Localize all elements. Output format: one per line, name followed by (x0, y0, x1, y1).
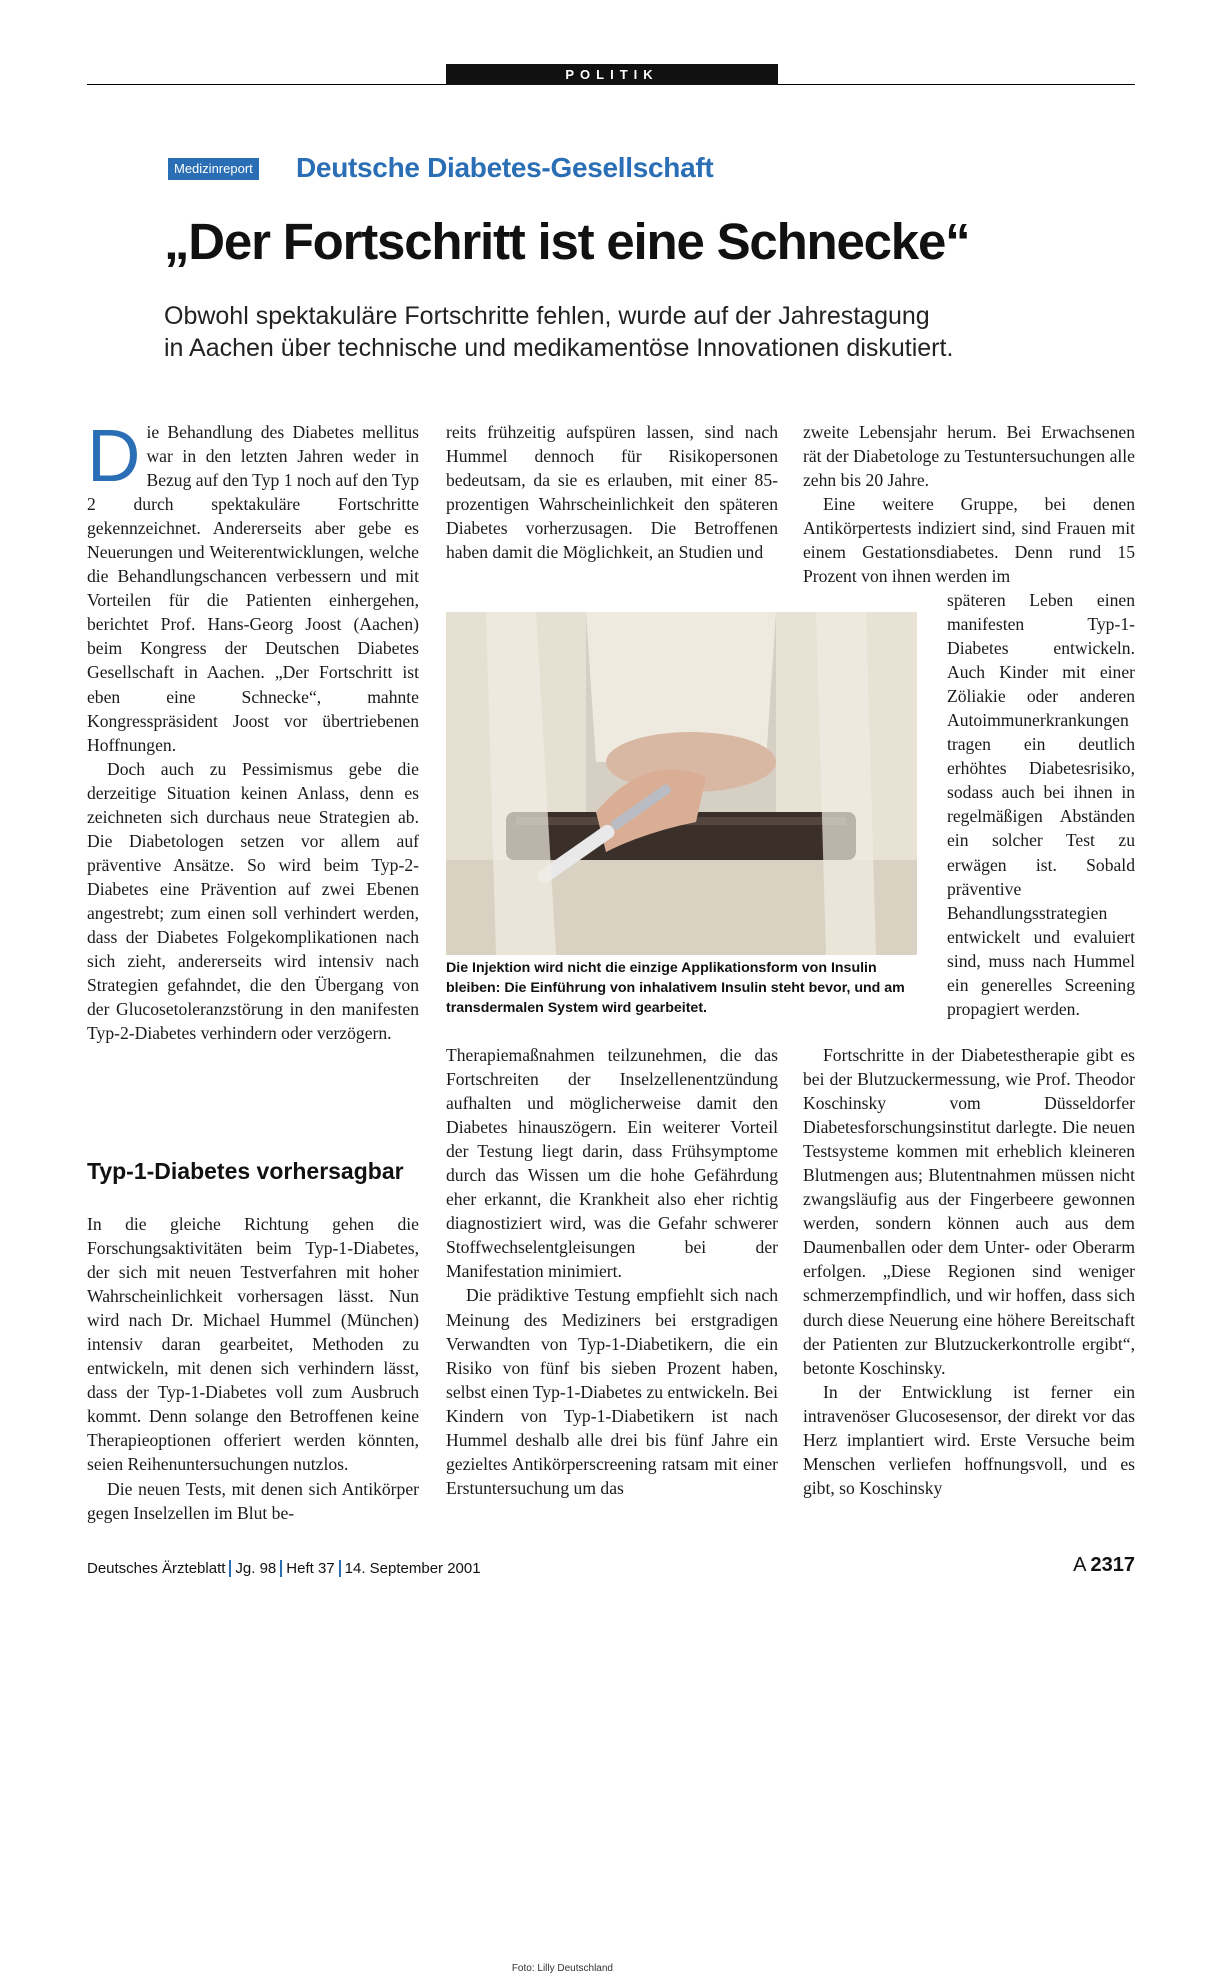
column-2-top (446, 420, 778, 564)
paragraph: In die gleiche Richtung gehen die Forschungsaktivitäten beim Typ-1-Diabetes, der sich mit neuen Testverfahren mit hoher Wahrscheinlichkeit vorhersagen lässt. Nun wird nach Dr. Michael Hummel (München) intensiv daran gearbeitet, Methoden zu entwickeln, mit denen sich verhindern lässt, dass der Typ-1-Diabetes voll zum Ausbruch kommt. Denn solange den Betroffenen keine Therapieoptionen offeriert werden könnten, seien Reihenuntersuchungen nutzlos. (87, 1214, 419, 1475)
kicker: Deutsche Diabetes-Gesellschaft (296, 152, 714, 183)
paragraph: Therapiemaßnahmen teilzunehmen, die das Fortschreiten der Inselzellenentzündung aufhalten und möglicherweise damit den Diabetes hinauszögern. Ein weiterer Vorteil der Testung liegt darin, dass Frühsymptome durch das Wissen um die hohe Gefährdung eher erkannt, die Krankheit also eher richtig diagnostiziert wird, was die Gefahr schwerer Stoffwechselentgleisungen bei der Manifestation minimiert. (446, 1045, 778, 1282)
column-3-bottom (803, 1043, 1135, 1500)
footer (87, 1560, 481, 1577)
column-3-top (803, 420, 1135, 588)
issue-date: 14. September 2001 (344, 1560, 481, 1577)
paragraph: Die neuen Tests, mit denen sich Antikörper gegen Inselzellen im Blut be- (87, 1478, 419, 1523)
paragraph: Fortschritte in der Diabetestherapie gibt es bei der Blutzuckermessung, wie Prof. Theodor Koschinsky vom Düsseldorfer Diabetesforschungsinstitut darlegte. Die neuen Testsysteme kommen mit erheblich kleineren Blutmengen aus; Blutentnahmen müssen nicht zwangsläufig aus der Fingerbeere gewonnen werden, sondern können auch aus dem Daumenballen oder dem Unter- oder Oberarm erfolgen. „Diese Regionen sind weniger schmerzempfindlich, und wir hoffen, dass sich durch diese Neuerung eine höhere Bereitschaft der Patienten zur Blutzuckerkontrolle ergibt“, betonte Koschinsky. (803, 1045, 1135, 1378)
caption-text: Die Injektion wird nicht die einzige Applikationsform von Insulin bleiben: Die Einführung von inhalativem Insulin steht bevor, und am transdermalen System wird gearbeitet. (446, 960, 905, 1016)
issue: Heft 37 (286, 1560, 335, 1577)
paragraph: Doch auch zu Pessimismus gebe die derzeitige Situation keinen Anlass, denn es zeichneten sich durchaus neue Strategien ab. Die Diabetologen setzen vor allem auf präventive Ansätze. So wird beim Typ-2-Diabetes eine Prävention auf zwei Ebenen angestrebt; zum einen soll verhindert werden, dass der Diabetes Folgekomplikationen nach sich zieht, andererseits wird intensiv nach Strategien gefahndet, die den Übergang von der Glucosetoleranzstörung in den manifesten Typ-2-Diabetes verhindern oder verzögern. (87, 758, 419, 1044)
headline: „Der Fortschritt ist eine Schnecke“ (164, 213, 970, 270)
paragraph: späteren Leben einen manifesten Typ-1-Diabetes entwickeln. Auch Kinder mit einer Zöliakie oder anderen Autoimmunerkrankungen tragen ein deutlich erhöhtes Diabetesrisiko, sodass auch bei ihnen in regelmäßigen Abständen ein solcher Test zu erwägen ist. Sobald präventive Behandlungsstrategien entwickelt und evaluiert sind, muss nach Hummel ein generelles Screening propagiert werden. (947, 590, 1135, 1019)
dek (164, 300, 1064, 364)
photo-illustration (446, 612, 917, 955)
dek-line-2: in Aachen über technische und medikamentöse Innovationen diskutiert. (164, 334, 954, 362)
footer-separator (280, 1560, 282, 1577)
volume: Jg. 98 (235, 1560, 277, 1577)
journal-name: Deutsches Ärzteblatt (87, 1560, 226, 1577)
dek-line-1: Obwohl spektakuläre Fortschritte fehlen, wurde auf der Jahrestagung (164, 302, 930, 330)
paragraph-text: ie Behandlung des Diabetes mellitus war in den letzten Jahren weder in Bezug auf den Typ 1 noch auf den Typ 2 durch spektakuläre Fortschritte gekennzeichnet. Andererseits aber gebe es Neuerungen und Weiterentwicklungen, welche die Behandlungschancen verbessern und mit Vorteilen für die Patienten einhergehen, berichtet Prof. Hans-Georg Joost (Aachen) beim Kongress der Deutschen Diabetes Gesellschaft in Aachen. „Der Fortschritt ist eben eine Schnecke“, mahnte Kongresspräsident Joost vor übertriebenen Hoffnungen. (87, 422, 419, 755)
paragraph: In der Entwicklung ist ferner ein intravenöser Glucosesensor, der direkt vor das Herz implantiert wird. Erste Versuche beim Menschen verliefen hoffnungsvoll, und es gibt, so Koschinsky (803, 1381, 1135, 1498)
subheading: Typ-1-Diabetes vorhersagbar (87, 1158, 404, 1184)
column-3-narrow (947, 588, 1135, 1021)
page-value: 2317 (1090, 1554, 1135, 1576)
paragraph: Die prädiktive Testung empfiehlt sich nach Meinung des Mediziners bei erstgradigen Verwandten von Typ-1-Diabetikern, die ein Risiko von fünf bis sieben Prozent haben, selbst einen Typ-1-Diabetes zu entwickeln. Bei Kindern von Typ-1-Diabetikern ist nach Hummel deshalb alle drei bis fünf Jahre ein gezieltes Antikörperscreening ratsam mit einer Erstuntersuchung um das (446, 1285, 778, 1498)
paragraph: Eine weitere Gruppe, bei denen Antikörpertests indiziert sind, sind Frauen mit einem Gestationsdiabetes. Denn rund 15 Prozent von ihnen werden im (803, 494, 1135, 587)
column-2-bottom (446, 1043, 778, 1500)
section-label: POLITIK (446, 64, 778, 85)
paragraph: reits frühzeitig aufspüren lassen, sind nach Hummel dennoch für Risikopersonen bedeutsam, da sie es erlauben, mit einer 85-prozentigen Wahrscheinlichkeit den späteren Diabetes vorherzusagen. Die Betroffenen haben damit die Möglichkeit, an Studien und (446, 422, 778, 563)
footer-separator (229, 1560, 231, 1577)
drop-cap: D (87, 414, 141, 497)
paragraph-intro (87, 414, 419, 757)
paragraph: zweite Lebensjahr herum. Bei Erwachsenen rät der Diabetologe zu Testuntersuchungen alle zehn bis 20 Jahre. (803, 422, 1135, 491)
rubric-badge: Medizinreport (168, 158, 259, 180)
photo-credit: Foto: Lilly Deutschland (511, 1963, 613, 1974)
page-number (1073, 1554, 1135, 1577)
injection-photo (446, 612, 917, 955)
page-prefix: A (1073, 1554, 1087, 1576)
column-1-lower (87, 1212, 419, 1525)
footer-separator (339, 1560, 341, 1577)
column-1 (87, 414, 419, 1045)
